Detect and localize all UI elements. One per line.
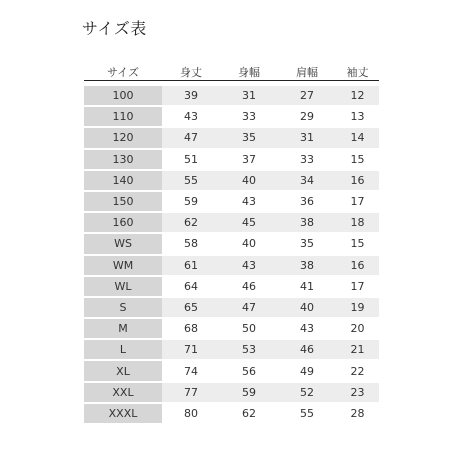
sleeve-cell: 28 — [350, 406, 365, 420]
table-row — [84, 319, 379, 338]
size-cell: WM — [84, 256, 162, 275]
size-cell: XXL — [84, 383, 162, 402]
size-cell: 120 — [84, 128, 162, 147]
sleeve-cell: 15 — [350, 237, 365, 251]
size-cell: WL — [84, 277, 162, 296]
width-cell: 43 — [242, 195, 256, 209]
length-cell: 74 — [184, 364, 198, 378]
size-cell: XL — [84, 361, 162, 380]
size-cell: 160 — [84, 213, 162, 232]
width-cell: 62 — [242, 406, 256, 420]
size-cell: 110 — [84, 107, 162, 126]
table-row — [84, 256, 379, 275]
width-cell: 40 — [242, 173, 256, 187]
table-row — [84, 361, 379, 380]
sleeve-cell: 16 — [350, 173, 365, 187]
table-row — [84, 277, 379, 296]
shoulder-cell: 34 — [300, 173, 314, 187]
sleeve-cell: 21 — [350, 343, 365, 357]
length-cell: 39 — [184, 89, 198, 103]
shoulder-cell: 35 — [300, 237, 314, 251]
width-cell: 35 — [242, 131, 256, 145]
sleeve-cell: 18 — [350, 216, 365, 230]
width-cell: 50 — [242, 322, 256, 336]
header-length: 身丈 — [180, 65, 202, 79]
length-cell: 51 — [184, 152, 198, 166]
shoulder-cell: 52 — [300, 385, 314, 399]
shoulder-cell: 33 — [300, 152, 314, 166]
shoulder-cell: 27 — [300, 89, 314, 103]
table-row — [84, 404, 379, 423]
sleeve-cell: 16 — [350, 258, 365, 272]
table-row — [84, 150, 379, 169]
size-cell: 100 — [84, 86, 162, 105]
length-cell: 77 — [184, 385, 198, 399]
table-row — [84, 192, 379, 211]
table-row — [84, 107, 379, 126]
header-sleeve: 袖丈 — [346, 65, 369, 79]
table-row — [84, 86, 379, 105]
width-cell: 56 — [242, 364, 256, 378]
width-cell: 59 — [242, 385, 256, 399]
size-cell: M — [84, 319, 162, 338]
width-cell: 53 — [242, 343, 256, 357]
size-cell: 130 — [84, 150, 162, 169]
sleeve-cell: 15 — [350, 152, 365, 166]
size-cell: 150 — [84, 192, 162, 211]
length-cell: 64 — [184, 279, 198, 293]
width-cell: 40 — [242, 237, 256, 251]
shoulder-cell: 46 — [300, 343, 314, 357]
table-header — [84, 63, 379, 81]
length-cell: 68 — [184, 322, 198, 336]
width-cell: 46 — [242, 279, 256, 293]
table-row — [84, 298, 379, 317]
length-cell: 47 — [184, 131, 198, 145]
size-cell: WS — [84, 234, 162, 253]
size-cell: L — [84, 340, 162, 359]
width-cell: 43 — [242, 258, 256, 272]
size-cell: S — [84, 298, 162, 317]
sleeve-cell: 20 — [350, 322, 365, 336]
sleeve-cell: 12 — [350, 89, 365, 103]
sleeve-cell: 22 — [350, 364, 365, 378]
sleeve-cell: 17 — [350, 195, 365, 209]
length-cell: 43 — [184, 110, 198, 124]
sleeve-cell: 19 — [350, 300, 365, 314]
table-row — [84, 128, 379, 147]
shoulder-cell: 31 — [300, 131, 314, 145]
sleeve-cell: 23 — [350, 385, 365, 399]
width-cell: 31 — [242, 89, 256, 103]
sleeve-cell: 17 — [350, 279, 365, 293]
length-cell: 55 — [184, 173, 198, 187]
table-row — [84, 340, 379, 359]
header-size: サイズ — [106, 65, 140, 79]
shoulder-cell: 49 — [300, 364, 314, 378]
width-cell: 45 — [242, 216, 256, 230]
length-cell: 65 — [184, 300, 198, 314]
header-shoulder: 肩幅 — [296, 65, 318, 79]
width-cell: 37 — [242, 152, 256, 166]
width-cell: 33 — [242, 110, 256, 124]
shoulder-cell: 41 — [300, 279, 314, 293]
length-cell: 62 — [184, 216, 198, 230]
table-row — [84, 234, 379, 253]
length-cell: 80 — [184, 406, 198, 420]
shoulder-cell: 38 — [300, 258, 314, 272]
length-cell: 59 — [184, 195, 198, 209]
table-row — [84, 383, 379, 402]
sleeve-cell: 13 — [350, 110, 365, 124]
sleeve-cell: 14 — [350, 131, 365, 145]
header-width: 身幅 — [238, 65, 260, 79]
size-cell: 140 — [84, 171, 162, 190]
shoulder-cell: 36 — [300, 195, 314, 209]
shoulder-cell: 29 — [300, 110, 314, 124]
length-cell: 61 — [184, 258, 198, 272]
length-cell: 71 — [184, 343, 198, 357]
shoulder-cell: 43 — [300, 322, 314, 336]
shoulder-cell: 55 — [300, 406, 314, 420]
table-row — [84, 171, 379, 190]
length-cell: 58 — [184, 237, 198, 251]
width-cell: 47 — [242, 300, 256, 314]
page-title: サイズ表 — [82, 19, 147, 38]
shoulder-cell: 38 — [300, 216, 314, 230]
table-body — [84, 86, 379, 423]
table-row — [84, 213, 379, 232]
size-cell: XXXL — [84, 404, 162, 423]
size-table — [84, 63, 379, 425]
shoulder-cell: 40 — [300, 300, 314, 314]
